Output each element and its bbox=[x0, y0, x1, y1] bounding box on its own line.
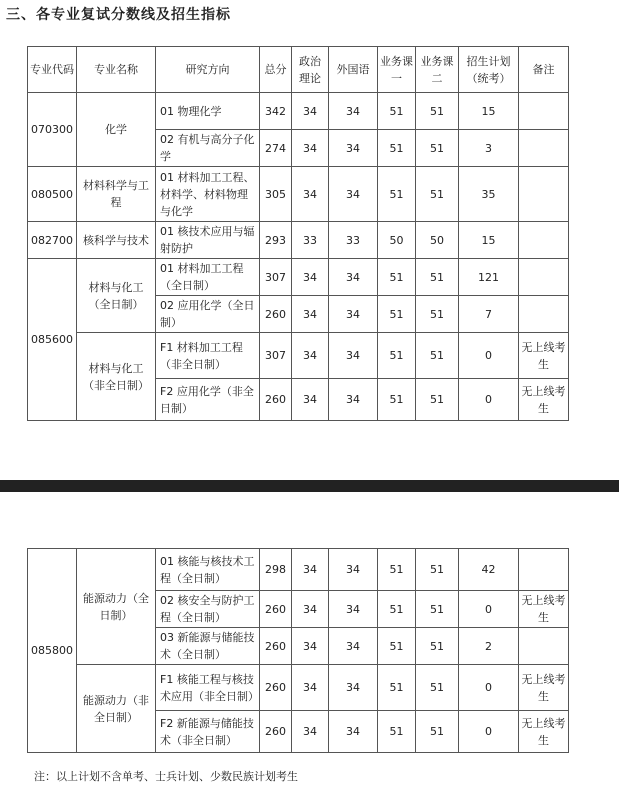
cell-total-score: 260 bbox=[260, 628, 292, 665]
cell-foreign-score: 33 bbox=[329, 222, 378, 259]
cell-total-score: 298 bbox=[260, 549, 292, 591]
cell-direction: 03 新能源与储能技术（全日制） bbox=[156, 628, 260, 665]
cell-course2-score: 51 bbox=[416, 259, 459, 296]
cell-course1-score: 51 bbox=[378, 379, 416, 421]
cell-politics-score: 34 bbox=[292, 665, 329, 711]
cell-direction: F2 应用化学（非全日制） bbox=[156, 379, 260, 421]
cell-course1-score: 51 bbox=[378, 711, 416, 753]
cell-note bbox=[519, 167, 569, 222]
cell-total-score: 307 bbox=[260, 333, 292, 379]
cell-note bbox=[519, 130, 569, 167]
cell-politics-score: 33 bbox=[292, 222, 329, 259]
cell-direction: F1 核能工程与核技术应用（非全日制） bbox=[156, 665, 260, 711]
cell-plan: 2 bbox=[459, 628, 519, 665]
cell-plan: 0 bbox=[459, 333, 519, 379]
header-note: 备注 bbox=[519, 47, 569, 93]
cell-course1-score: 51 bbox=[378, 628, 416, 665]
cell-foreign-score: 34 bbox=[329, 628, 378, 665]
cell-course1-score: 51 bbox=[378, 549, 416, 591]
cell-foreign-score: 34 bbox=[329, 379, 378, 421]
cell-foreign-score: 34 bbox=[329, 665, 378, 711]
cell-foreign-score: 34 bbox=[329, 296, 378, 333]
cell-note: 无上线考生 bbox=[519, 711, 569, 753]
cell-note bbox=[519, 628, 569, 665]
header-foreign: 外国语 bbox=[329, 47, 378, 93]
cell-course2-score: 51 bbox=[416, 549, 459, 591]
cell-note bbox=[519, 259, 569, 296]
cell-major-name: 核科学与技术 bbox=[77, 222, 156, 259]
cell-plan: 35 bbox=[459, 167, 519, 222]
cell-total-score: 293 bbox=[260, 222, 292, 259]
cell-plan: 15 bbox=[459, 93, 519, 130]
cell-foreign-score: 34 bbox=[329, 130, 378, 167]
header-plan: 招生计划（统考） bbox=[459, 47, 519, 93]
cell-foreign-score: 34 bbox=[329, 167, 378, 222]
cell-politics-score: 34 bbox=[292, 296, 329, 333]
cell-course2-score: 51 bbox=[416, 665, 459, 711]
cell-course1-score: 51 bbox=[378, 333, 416, 379]
cell-plan: 0 bbox=[459, 711, 519, 753]
table-row bbox=[28, 665, 569, 711]
cell-politics-score: 34 bbox=[292, 259, 329, 296]
footnote: 注：以上计划不含单考、士兵计划、少数民族计划考生 bbox=[34, 770, 298, 783]
header-code: 专业代码 bbox=[28, 47, 77, 93]
score-table-continued bbox=[27, 548, 569, 753]
cell-course2-score: 51 bbox=[416, 333, 459, 379]
header-total: 总分 bbox=[260, 47, 292, 93]
cell-plan: 3 bbox=[459, 130, 519, 167]
cell-course1-score: 50 bbox=[378, 222, 416, 259]
cell-course1-score: 51 bbox=[378, 296, 416, 333]
cell-foreign-score: 34 bbox=[329, 93, 378, 130]
table-row bbox=[28, 93, 569, 130]
cell-foreign-score: 34 bbox=[329, 549, 378, 591]
section-title: 三、各专业复试分数线及招生指标 bbox=[6, 7, 231, 23]
cell-note bbox=[519, 549, 569, 591]
cell-course2-score: 51 bbox=[416, 296, 459, 333]
cell-major-name: 材料与化工（非全日制） bbox=[77, 333, 156, 421]
header-politics: 政治理论 bbox=[292, 47, 329, 93]
table-row bbox=[28, 222, 569, 259]
cell-course2-score: 51 bbox=[416, 167, 459, 222]
cell-plan: 0 bbox=[459, 665, 519, 711]
header-course2: 业务课二 bbox=[416, 47, 459, 93]
cell-major-name: 能源动力（全日制） bbox=[77, 549, 156, 665]
cell-plan: 15 bbox=[459, 222, 519, 259]
cell-direction: 01 核技术应用与辐射防护 bbox=[156, 222, 260, 259]
score-table-main bbox=[27, 46, 569, 421]
cell-note: 无上线考生 bbox=[519, 591, 569, 628]
cell-major-code: 080500 bbox=[28, 167, 77, 222]
cell-politics-score: 34 bbox=[292, 130, 329, 167]
cell-course2-score: 51 bbox=[416, 628, 459, 665]
cell-course2-score: 51 bbox=[416, 591, 459, 628]
cell-politics-score: 34 bbox=[292, 591, 329, 628]
cell-total-score: 305 bbox=[260, 167, 292, 222]
header-course1: 业务课一 bbox=[378, 47, 416, 93]
cell-total-score: 307 bbox=[260, 259, 292, 296]
page-divider bbox=[0, 480, 619, 492]
cell-note bbox=[519, 93, 569, 130]
table-row bbox=[28, 333, 569, 379]
cell-politics-score: 34 bbox=[292, 379, 329, 421]
cell-course1-score: 51 bbox=[378, 591, 416, 628]
cell-total-score: 260 bbox=[260, 591, 292, 628]
cell-direction: 01 核能与核技术工程（全日制） bbox=[156, 549, 260, 591]
cell-politics-score: 34 bbox=[292, 711, 329, 753]
cell-course1-score: 51 bbox=[378, 167, 416, 222]
table-row bbox=[28, 167, 569, 222]
cell-course1-score: 51 bbox=[378, 665, 416, 711]
cell-direction: F2 新能源与储能技术（非全日制） bbox=[156, 711, 260, 753]
table-row bbox=[28, 549, 569, 591]
cell-total-score: 260 bbox=[260, 665, 292, 711]
cell-plan: 0 bbox=[459, 379, 519, 421]
cell-course2-score: 51 bbox=[416, 93, 459, 130]
cell-major-name: 材料与化工（全日制） bbox=[77, 259, 156, 333]
cell-direction: 01 材料加工工程（全日制） bbox=[156, 259, 260, 296]
cell-note: 无上线考生 bbox=[519, 379, 569, 421]
table-header-row bbox=[28, 47, 569, 93]
cell-direction: 01 物理化学 bbox=[156, 93, 260, 130]
cell-total-score: 274 bbox=[260, 130, 292, 167]
header-major: 专业名称 bbox=[77, 47, 156, 93]
cell-major-code: 085600 bbox=[28, 259, 77, 421]
cell-course2-score: 51 bbox=[416, 711, 459, 753]
cell-politics-score: 34 bbox=[292, 167, 329, 222]
cell-note bbox=[519, 296, 569, 333]
cell-foreign-score: 34 bbox=[329, 333, 378, 379]
cell-major-code: 082700 bbox=[28, 222, 77, 259]
cell-total-score: 260 bbox=[260, 711, 292, 753]
cell-course1-score: 51 bbox=[378, 130, 416, 167]
cell-total-score: 260 bbox=[260, 296, 292, 333]
cell-course2-score: 51 bbox=[416, 379, 459, 421]
header-direction: 研究方向 bbox=[156, 47, 260, 93]
cell-total-score: 260 bbox=[260, 379, 292, 421]
cell-course2-score: 50 bbox=[416, 222, 459, 259]
cell-foreign-score: 34 bbox=[329, 591, 378, 628]
cell-major-code: 070300 bbox=[28, 93, 77, 167]
cell-course2-score: 51 bbox=[416, 130, 459, 167]
cell-major-name: 能源动力（非全日制） bbox=[77, 665, 156, 753]
cell-direction: 01 材料加工工程、材料学、材料物理与化学 bbox=[156, 167, 260, 222]
cell-plan: 0 bbox=[459, 591, 519, 628]
cell-plan: 7 bbox=[459, 296, 519, 333]
cell-direction: 02 核安全与防护工程（全日制） bbox=[156, 591, 260, 628]
cell-note bbox=[519, 222, 569, 259]
cell-plan: 42 bbox=[459, 549, 519, 591]
cell-foreign-score: 34 bbox=[329, 259, 378, 296]
cell-major-code: 085800 bbox=[28, 549, 77, 753]
cell-plan: 121 bbox=[459, 259, 519, 296]
cell-politics-score: 34 bbox=[292, 93, 329, 130]
cell-direction: 02 应用化学（全日制） bbox=[156, 296, 260, 333]
cell-major-name: 材料科学与工程 bbox=[77, 167, 156, 222]
cell-total-score: 342 bbox=[260, 93, 292, 130]
table-row bbox=[28, 259, 569, 296]
cell-politics-score: 34 bbox=[292, 333, 329, 379]
cell-direction: 02 有机与高分子化学 bbox=[156, 130, 260, 167]
cell-course1-score: 51 bbox=[378, 93, 416, 130]
cell-foreign-score: 34 bbox=[329, 711, 378, 753]
cell-direction: F1 材料加工工程（非全日制） bbox=[156, 333, 260, 379]
cell-politics-score: 34 bbox=[292, 628, 329, 665]
cell-course1-score: 51 bbox=[378, 259, 416, 296]
cell-politics-score: 34 bbox=[292, 549, 329, 591]
cell-note: 无上线考生 bbox=[519, 333, 569, 379]
cell-major-name: 化学 bbox=[77, 93, 156, 167]
cell-note: 无上线考生 bbox=[519, 665, 569, 711]
